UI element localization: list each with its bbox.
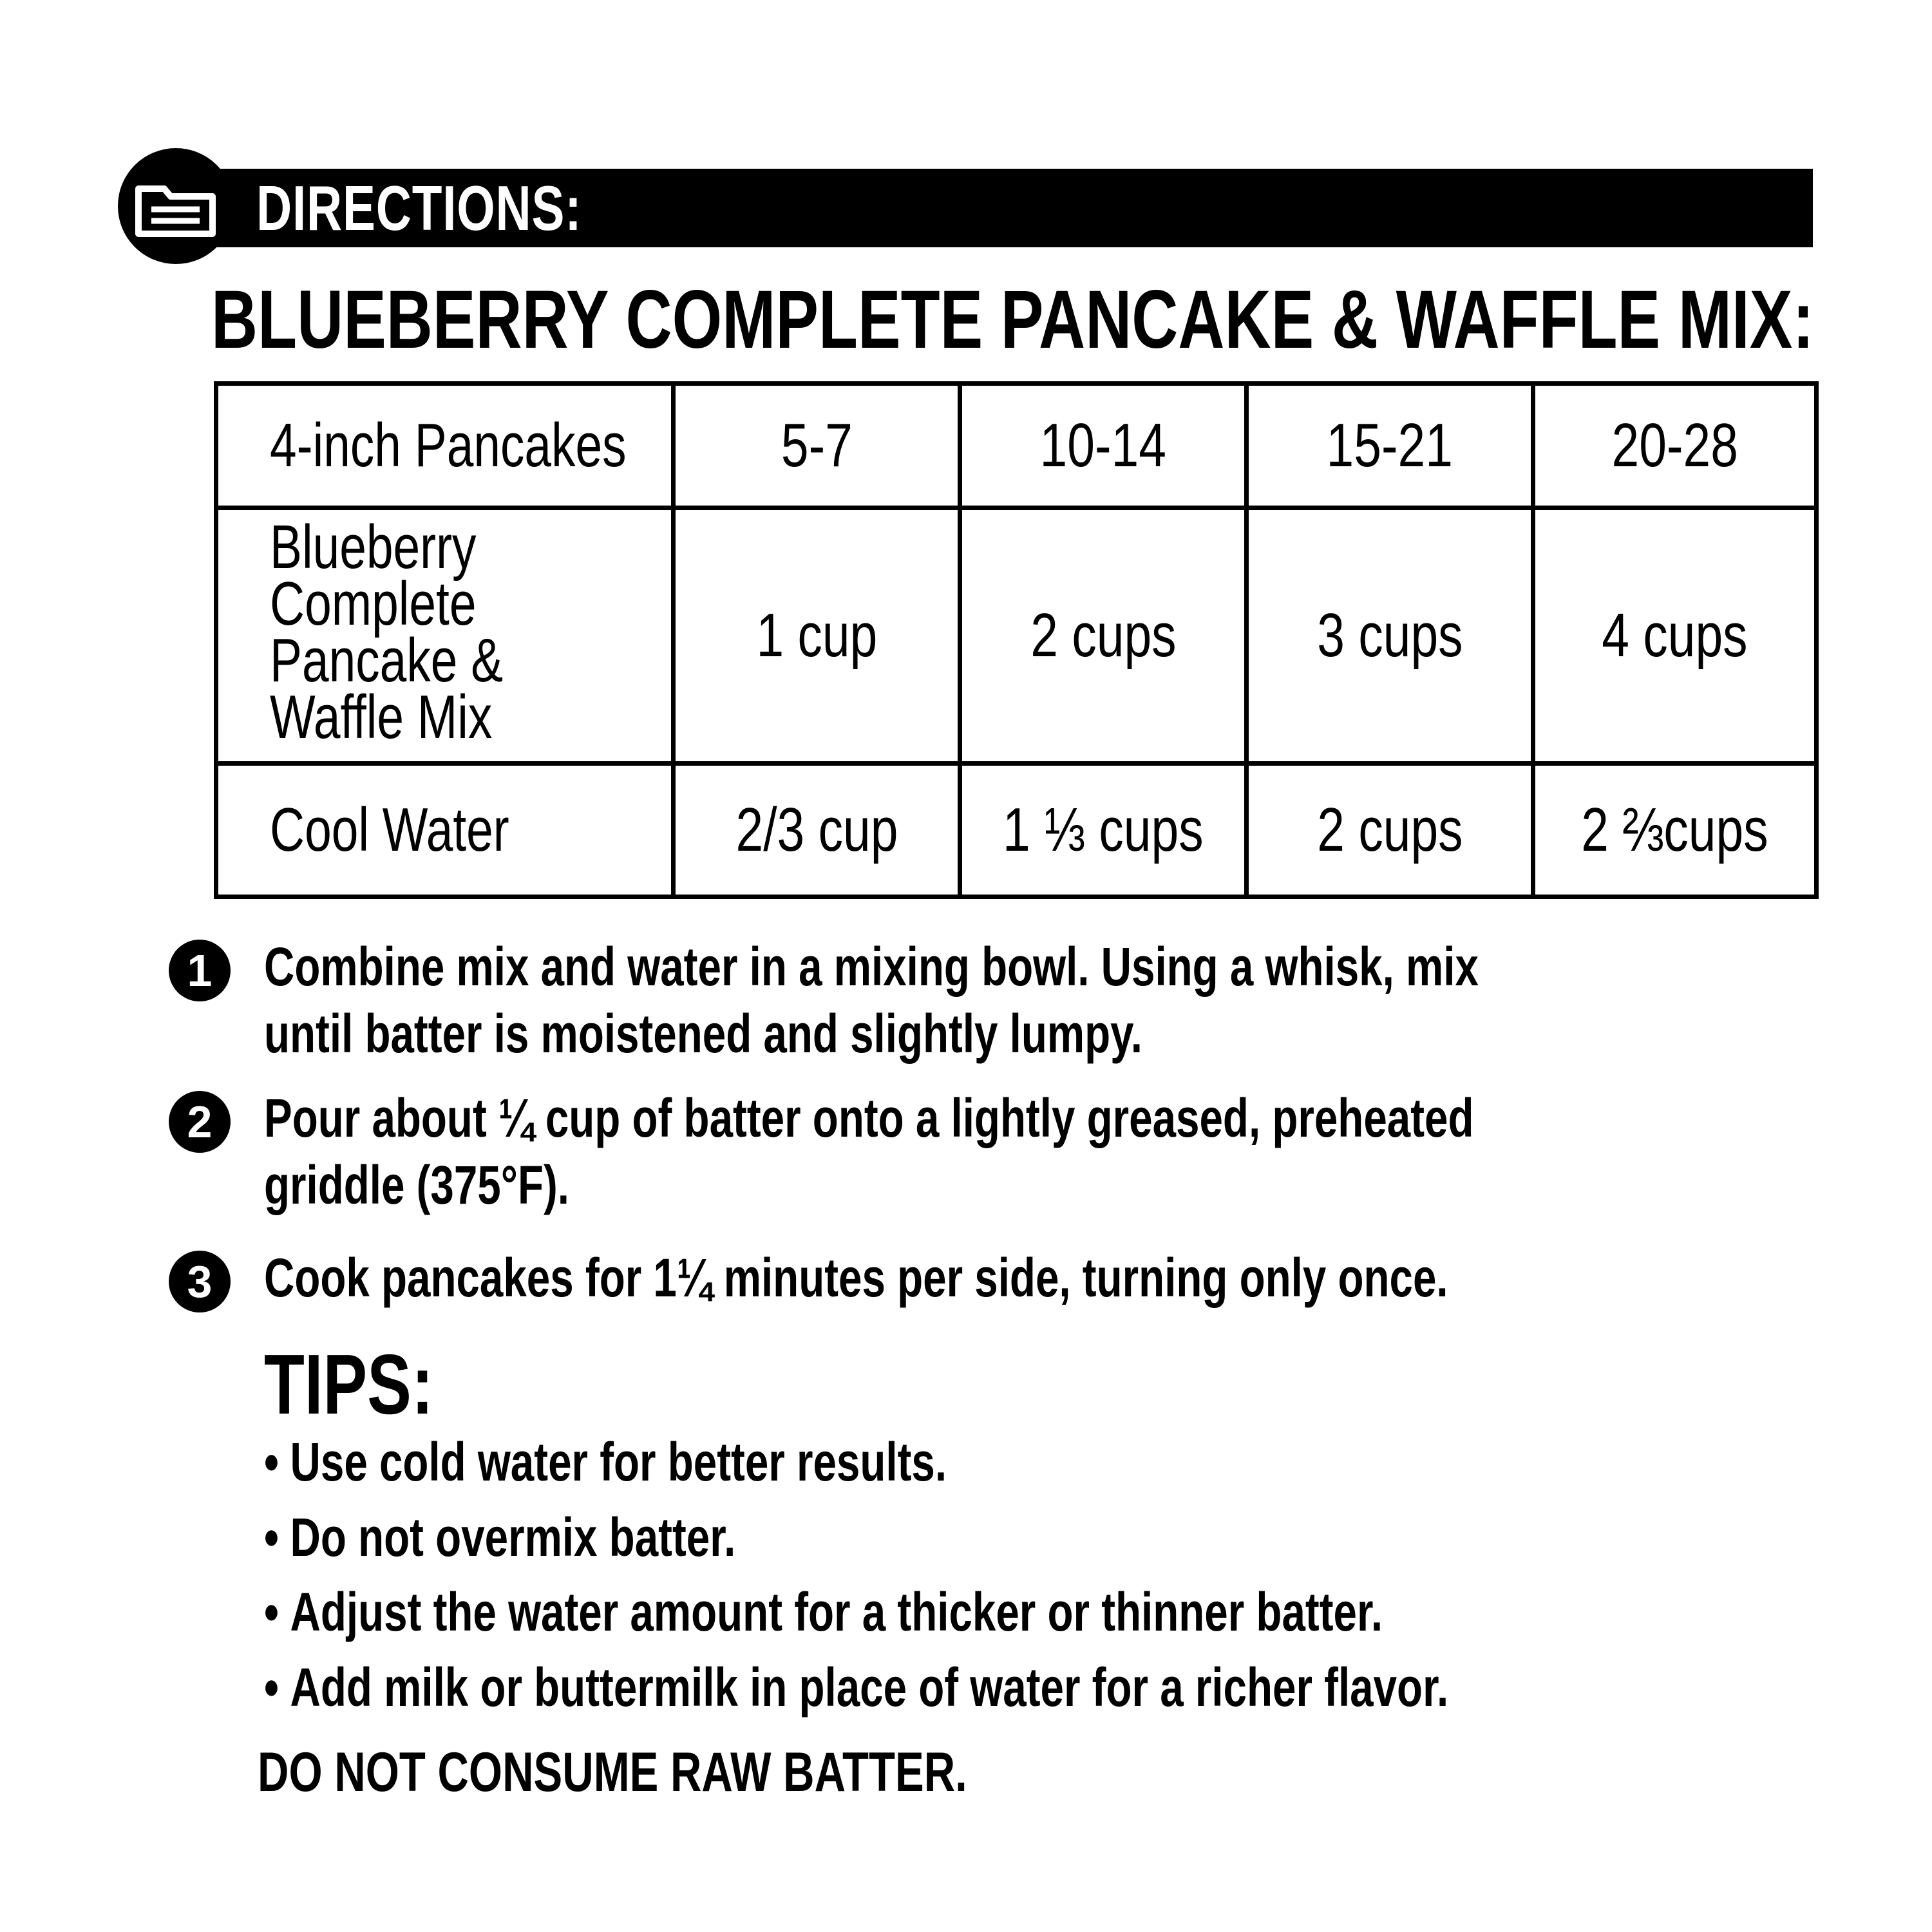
table-row-water [216, 764, 1817, 897]
step-text: Pour about ¼ cup of batter onto a lightly greased, preheated griddle (375°F). [264, 1088, 1474, 1215]
table-cell: 4 cups [1533, 508, 1817, 764]
tip-item: • Adjust the water amount for a thicker or thinner batter. [264, 1582, 1383, 1642]
table-cell: 1 cup [674, 508, 960, 764]
tip-item: • Use cold water for better results. [264, 1432, 947, 1492]
table-cell: 10-14 [960, 384, 1247, 508]
table-cell: 20-28 [1533, 384, 1817, 508]
table-cell: 2/3 cup [674, 764, 960, 897]
tips-heading: TIPS: [264, 1337, 434, 1432]
product-title: BLUEBERRY COMPLETE PANCAKE & WAFFLE MIX: [211, 274, 1814, 366]
step-number-badge: 3 [169, 1251, 231, 1312]
table-row-pancakes [216, 384, 1817, 508]
directions-title: DIRECTIONS: [256, 173, 582, 243]
table-cell: 15-21 [1247, 384, 1533, 508]
table-cell: 2 cups [1247, 764, 1533, 897]
row-label-pancakes: 4-inch Pancakes [216, 384, 674, 508]
step-text: Combine mix and water in a mixing bowl. Using a whisk, mix until batter is moistened and slightly lumpy. [264, 936, 1479, 1064]
step-number-badge: 1 [169, 940, 231, 1001]
raw-batter-warning: DO NOT CONSUME RAW BATTER. [258, 1741, 967, 1803]
table-cell: 2 ⅔cups [1533, 764, 1817, 897]
tip-item: • Do not overmix batter. [264, 1507, 736, 1567]
tip-item: • Add milk or buttermilk in place of water for a richer flavor. [264, 1657, 1449, 1718]
table-row-mix [216, 508, 1817, 764]
table-cell: 5-7 [674, 384, 960, 508]
step-number-badge: 2 [169, 1091, 231, 1153]
mix-amounts-table [214, 381, 1819, 899]
table-cell: 1 ⅓ cups [960, 764, 1247, 897]
step-text: Cook pancakes for 1¼ minutes per side, turning only once. [264, 1247, 1448, 1308]
table-cell: 2 cups [960, 508, 1247, 764]
document-tray-icon [132, 177, 219, 242]
row-label-water: Cool Water [216, 764, 674, 897]
row-label-mix: Blueberry Complete Pancake & Waffle Mix [216, 508, 674, 764]
table-cell: 3 cups [1247, 508, 1533, 764]
